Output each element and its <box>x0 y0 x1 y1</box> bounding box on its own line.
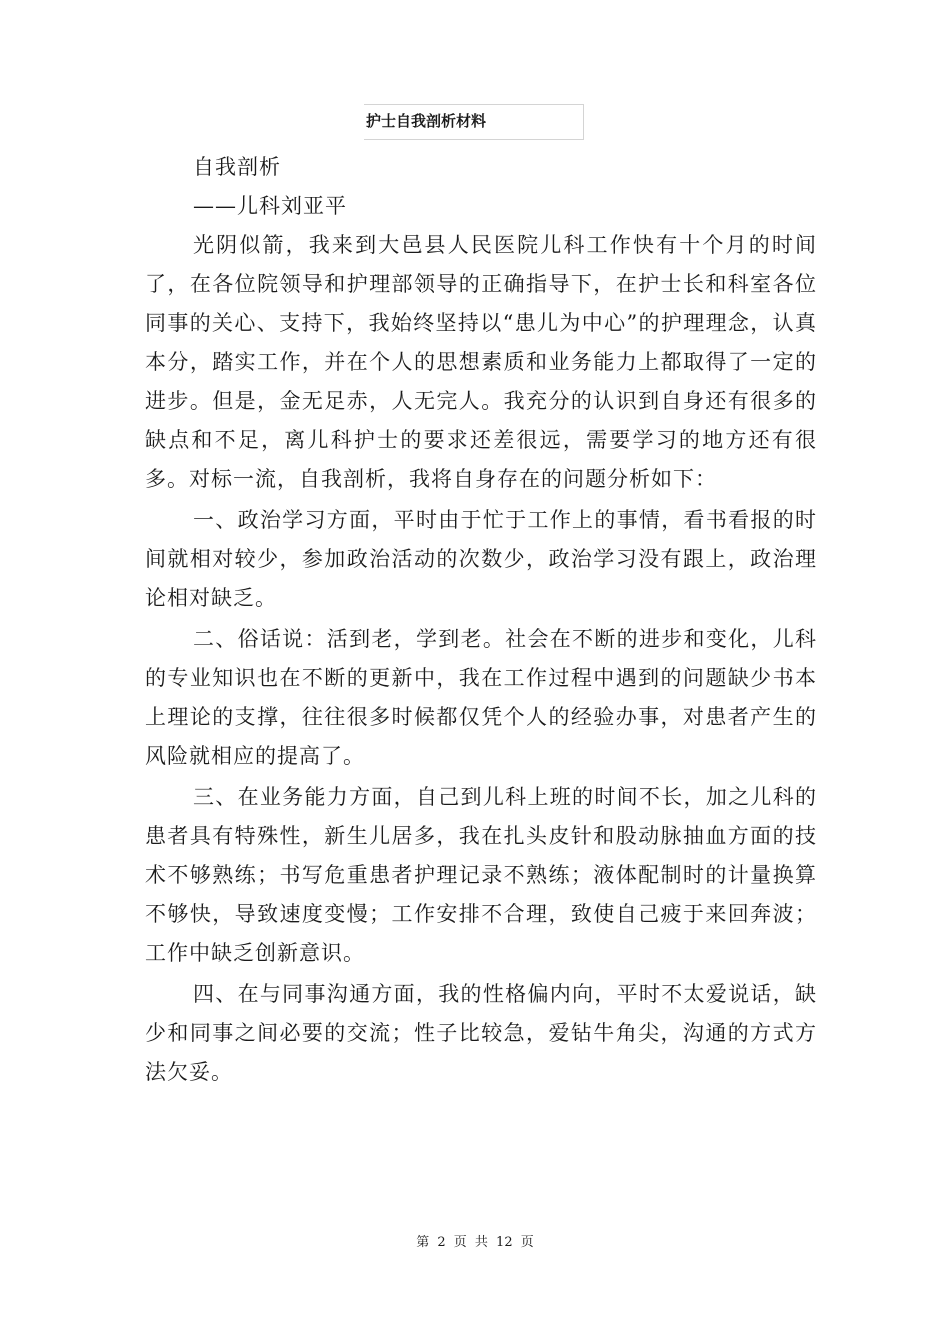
document-header-title: 护士自我剖析材料 <box>366 112 487 130</box>
author-byline: ——儿科刘亚平 <box>193 194 347 218</box>
paragraph-work-ability: 三、在业务能力方面，自己到儿科上班的时间不长，加之儿科的患者具有特殊性，新生儿居多，我在扎头皮针和股动脉抽血方面的技术不够熟练；书写危重患者护理记录不熟练；液体配制时的计量换算不够快，导致速度变慢；工作安排不合理，致使自己疲于来回奔波；工作中缺乏创新意识。 <box>145 785 817 965</box>
section-heading: 自我剖析 <box>193 155 281 179</box>
paragraph-professional-knowledge: 二、俗话说：活到老，学到老。社会在不断的进步和变化，儿科的专业知识也在不断的更新中，我在工作过程中遇到的问题缺少书本上理论的支撑，往往很多时候都仅凭个人的经验办事，对患者产生的风险就相应的提高了。 <box>145 627 817 768</box>
document-body <box>145 148 817 1094</box>
paragraph-communication: 四、在与同事沟通方面，我的性格偏内向，平时不太爱说话，缺少和同事之间必要的交流；性子比较急，爱钻牛角尖，沟通的方式方法欠妥。 <box>145 982 817 1084</box>
page-number-footer: 第 2 页 共 12 页 <box>416 1235 534 1250</box>
paragraph-political-study: 一、政治学习方面，平时由于忙于工作上的事情，看书看报的时间就相对较少，参加政治活动的次数少，政治学习没有跟上，政治理论相对缺乏。 <box>145 508 817 610</box>
paragraph-intro: 光阴似箭，我来到大邑县人民医院儿科工作快有十个月的时间了，在各位院领导和护理部领导的正确指导下，在护士长和科室各位同事的关心、支持下，我始终坚持以“患儿为中心”的护理理念，认真本分，踏实工作，并在个人的思想素质和业务能力上都取得了一定的进步。但是，金无足赤，人无完人。我充分的认识到自身还有很多的缺点和不足，离儿科护士的要求还差很远，需要学习的地方还有很多。对标一流，自我剖析，我将自身存在的问题分析如下： <box>145 233 817 491</box>
